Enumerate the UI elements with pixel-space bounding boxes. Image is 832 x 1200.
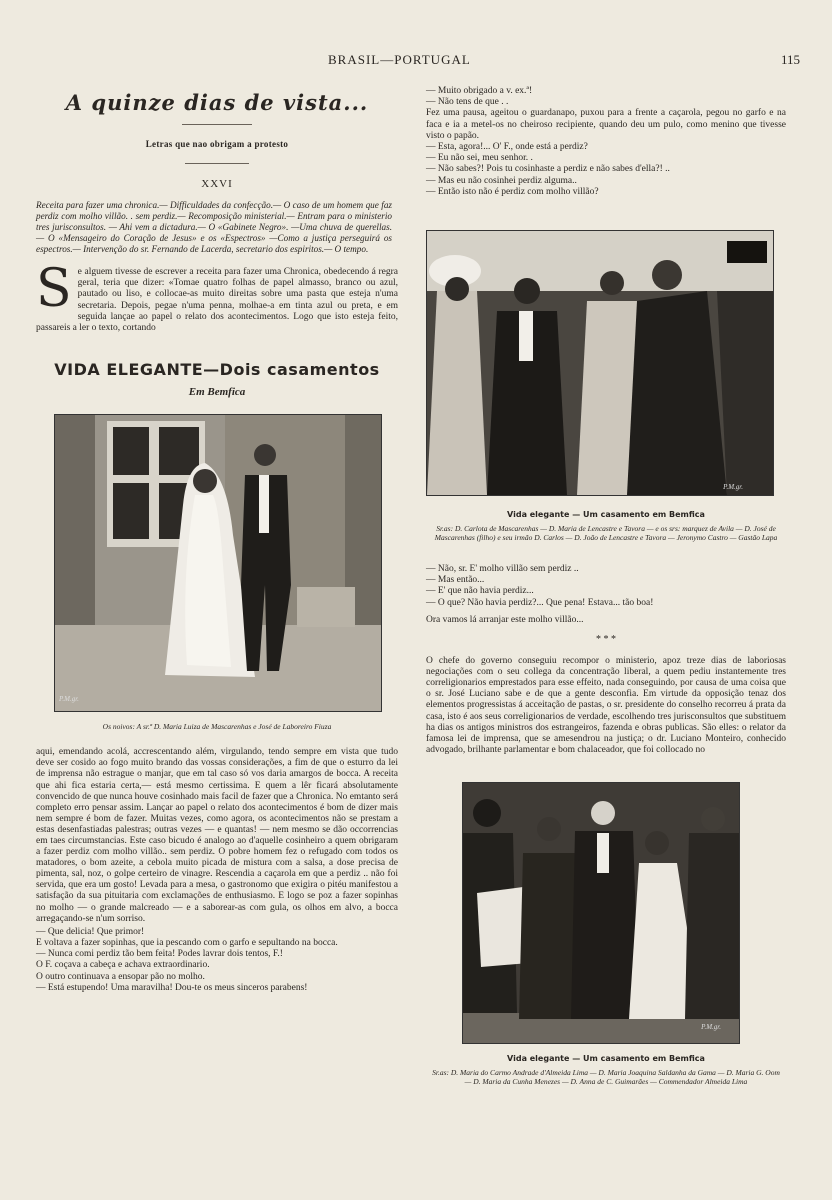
right-body-text: O chefe do governo conseguiu recompor o ministerio, apoz treze dias de laboriosas negociações com o seu collega da concentração liberal, a quem pediu instantemente tres correligionarios emprestados para esse effeito, nada conseguindo, por causa de uma coisa que o sr. José Luciano sabe e de que a gente desconfia. Em virtude da opposição tenaz dos elementos progressistas á acceitação de pastas, o sr. presidente do conselho recorreu á prata da casa, isto é aos seus correligionarios de verdade, escolhendo tres jurisconsultos que substituem ha dias os antigos ministros dos estrangeiros, fazenda e obras publicas. São elles: o relator da famosa lei de imprensa, que se amesendrou na justiça; o dr. Luciano Monteiro, conhecido advogado, brilhante parlamentar e bom chalaceador, que foi collocado no xyxy=(426,656,786,755)
photo2-caption: Sr.as: D. Carlota de Mascarenhas — D. Maria de Lencastre e Tavora — e os srs: marquez de Avila — D. José de Mascarenhas (filho) e seu irmão D. Carlos — D. João de Lencastre e Tavora — Jeronymo Castro — Gastão Lapa xyxy=(434,524,778,543)
section-asterism: * * * xyxy=(596,634,616,646)
photo-bride-groom-image xyxy=(55,415,381,711)
dialog-line: — Não sabes?! Pois tu cosinhaste a perdiz e não sabes d'ella?! .. xyxy=(426,164,670,175)
section-subheading: Em Bemfica xyxy=(188,386,246,399)
dialog-line: — Nunca comi perdiz tão bem feita! Podes lavrar dois tentos, F.! xyxy=(36,949,283,960)
photo-bride-groom xyxy=(54,414,382,712)
dialog-line: — E' que não havia perdiz... xyxy=(426,586,534,597)
right-column xyxy=(426,86,786,1086)
dialog-line: Fez uma pausa, ageitou o guardanapo, puxou para a frente a caçarola, pegou no garfo e na faca e ia a metel-os no cheiroso recipiente, quando deu um pulo, como menino que tivesse visto o papão. xyxy=(426,108,786,141)
photo-wedding-guests xyxy=(462,782,740,1044)
photo3-caption: Sr.as: D. Maria do Carmo Andrade d'Almeida Lima — D. Maria Joaquina Saldanha da Gama — D. Maria G. Oom — D. Maria da Cunha Menezes — D. Anna de C. Guimarães — Commendador Almeida Lima xyxy=(432,1067,780,1086)
photo-wedding-group xyxy=(426,230,774,496)
dialog-line: — Então isto não é perdiz com molho villão? xyxy=(426,186,599,197)
subtitle-rule xyxy=(185,163,249,164)
right-top-dialog xyxy=(426,86,786,198)
dialog-line: — Que delicia! Que primor! xyxy=(36,926,145,937)
left-dialog xyxy=(36,927,398,994)
title-rule xyxy=(182,124,252,125)
photo-wedding-guests-image xyxy=(463,783,739,1043)
running-head xyxy=(0,52,832,68)
chapter-number: XXVI xyxy=(201,178,233,190)
section-heading: VIDA ELEGANTE—Dois casamentos xyxy=(54,360,380,380)
dialog-line: — Não, sr. E' molho villão sem perdiz .. xyxy=(426,564,579,575)
right-middle-dialog xyxy=(426,564,786,626)
dialog-line: O outro continuava a ensopar pão no molho. xyxy=(36,971,205,982)
dropcap: S xyxy=(36,259,72,319)
dialog-line: — Mas eu não cosinhei perdiz alguma.. xyxy=(426,175,577,186)
photographer-mark: P.M.gr. xyxy=(701,1022,721,1031)
dialog-line: — Muito obrigado a v. ex.ª! xyxy=(426,86,533,96)
photographer-mark: P.M.gr. xyxy=(723,483,743,492)
dialog-line: — Não tens de que . . xyxy=(426,97,509,108)
dialog-line: — Está estupendo! Uma maravilha! Dou-te os meus sinceros parabens! xyxy=(36,982,308,993)
dialog-line: Ora vamos lá arranjar este molho villão... xyxy=(426,614,584,625)
chapter-summary: Receita para fazer uma chronica.— Difficuldades da confecção.— O caso de um homem que faz perdiz com molho villão. . sem perdiz.— Recomposição ministerial.— Entram para o ministerio tres jurisconsultos. — Ahi vem a dictadura.— O «Gabinete Negro». —Uma chuva de querellas.— O «Mensageiro do Coração de Jesus» e os «Espectros» —Como a justiça perseguirá os espectros.— Intervenção do sr. Fernando de Lacerda, secretario dos espiritos.— O tempo. xyxy=(36,200,392,254)
dialog-line: — Esta, agora!... O' F., onde está a perdiz? xyxy=(426,142,588,153)
page-number: 115 xyxy=(780,52,800,67)
photographer-mark: P.M.gr. xyxy=(59,695,79,704)
dialog-line: — Mas então... xyxy=(426,575,485,586)
dialog-line: — Eu não sei, meu senhor. . xyxy=(426,153,533,164)
dialog-line: — O que? Não havia perdiz?... Que pena! Estava... tão boa! xyxy=(426,597,654,608)
left-body-text: aqui, emendando acolá, accrescentando além, virgulando, tendo sempre em vista que tudo deve ser cosido ao fogo muito brando das vossas considerações, a fim de que o esturro da lei de imprensa não estrague o manjar, que em tal caso só vos daria amargos de bocca. A receita que ahi fica estaria certa,— está mesmo certissima. E quem a lêr ficará absolutamente convencido de que nunca houve cosinhado mais facil de fazer que a Chronica. No emtanto será completo erro pensar assim. Lançar ao papel o relato dos acontecimentos é bom de dizer mais nem sempre é bom de fazer. Muitas vezes, como agora, os acontecimentos não se prestam a estas desenfastiadas palestras; outras vezes — e quantas! — nem mesmo se dão occorrencias em taes circumstancias. Este caso bicudo é analogo ao d'aquelle cosinheiro a quem obrigaram a fazer perdiz com molho villão.. sem perdiz. O pobre homem fez o refugado com todos os matadores, o bom azeite, a cebola muito picada de mistura com a salsa, a dose precisa de pimenta, sal, noz, o golpe certeiro de vinagre. Rescendia a caçarola em que a perdiz .. não foi servida, que era um gosto! Levada para a mesa, o gastronomo que exigira o pitéu manifestou a satisfação da sua pituitaria com exclamações de enthusiasmo. E logo se poz a fazer sopinhas no molho — o grande malcreado — e a saborear-as com gula, os olhos em alvo, a bocca arregaçando-se n'um sorriso. xyxy=(36,747,398,924)
dialog-line: E voltava a fazer sopinhas, que ia pescando com o garfo e sepultando na bocca. xyxy=(36,937,338,948)
dialog-line: O F. coçava a cabeça e achava extraordinario. xyxy=(36,960,210,971)
intro-paragraph xyxy=(36,259,398,334)
left-column xyxy=(36,90,398,994)
article-title: A quinze dias de vista... xyxy=(65,90,369,115)
magazine-title: BRASIL—PORTUGAL xyxy=(328,52,471,67)
intro-text: e alguem tivesse de escrever a receita para fazer uma Chronica, obedecendo á regra geral, teria que dizer: «Tomae quatro folhas de papel almasso, branco ou azul, pautado ou liso, e collocae-as muito direitas sobre uma pasta que esteja n'uma secretaria. Depois, pegae n'uma penna, molhae-a em tinta azul ou preta, e em seguida lançae ao papel o relato dos acontecimentos. Logo que isto esteja feito, passareis a ler o texto, cortando xyxy=(36,267,398,334)
photo1-caption: Os noivos: A sr.ª D. Maria Luiza de Mascarenhas e José de Laboreiro Fiuza xyxy=(102,722,332,732)
article-subtitle: Letras que nao obrigam a protesto xyxy=(145,139,289,149)
photo3-title: Vida elegante — Um casamento em Bemfica xyxy=(507,1053,705,1063)
photo-wedding-group-image xyxy=(427,231,773,495)
photo2-title: Vida elegante — Um casamento em Bemfica xyxy=(507,510,705,520)
